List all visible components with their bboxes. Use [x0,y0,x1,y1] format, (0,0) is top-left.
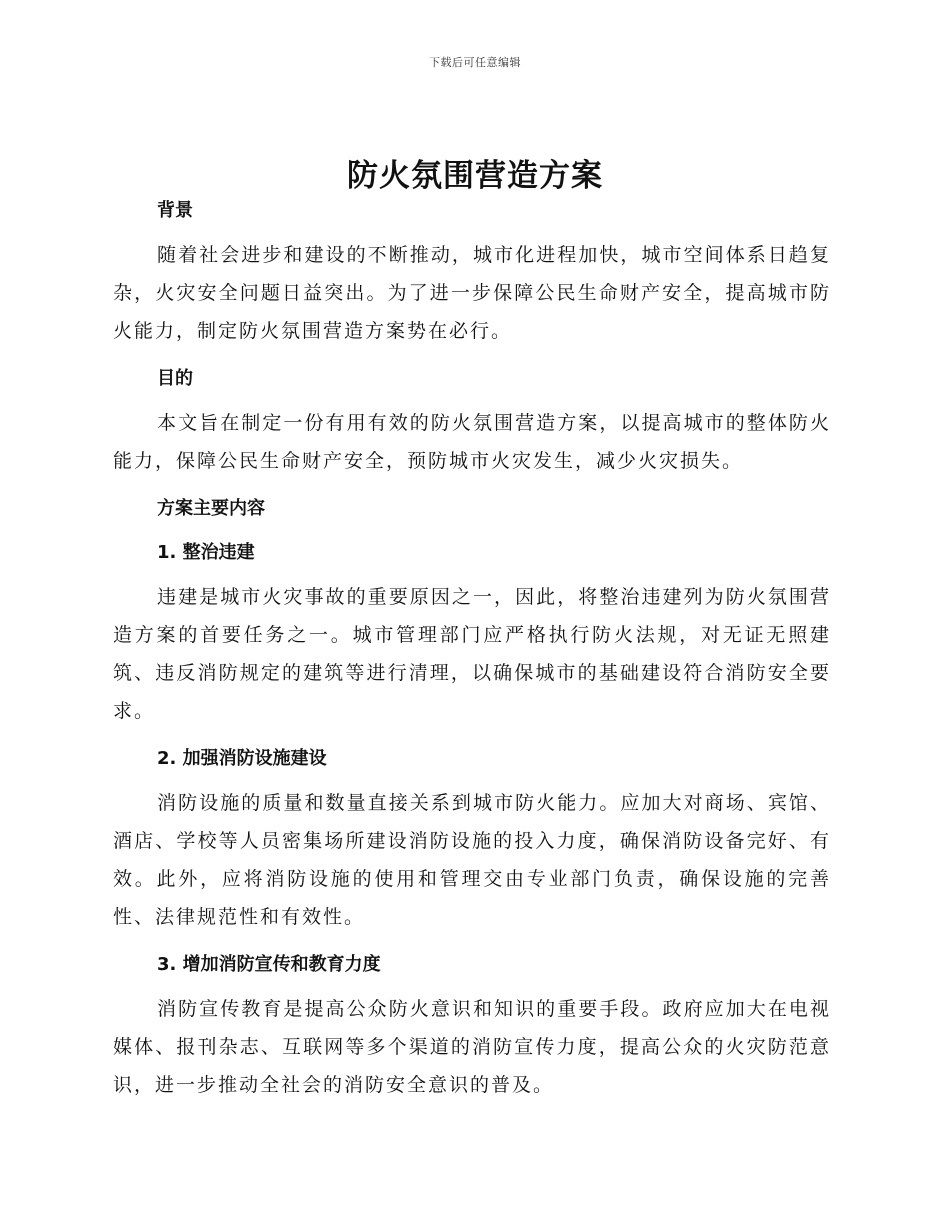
section-heading-background: 背景 [157,200,193,221]
section-paragraph-purpose: 本文旨在制定一份有用有效的防火氛围营造方案，以提高城市的整体防火能力，保障公民生命财产安全，预防城市火灾发生，减少火灾损失。 [113,412,831,472]
section-paragraph-rectify-illegal-buildings: 违建是城市火灾事故的重要原因之一，因此，将整治违建列为防火氛围营造方案的首要任务之一。城市管理部门应严格执行防火法规，对无证无照建筑、违反消防规定的建筑等进行清理，以确保城市的基础建设符合消防安全要求。 [113,586,831,722]
section-paragraph-fire-facilities: 消防设施的质量和数量直接关系到城市防火能力。应加大对商场、宾馆、酒店、学校等人员密集场所建设消防设施的投入力度，确保消防设备完好、有效。此外，应将消防设施的使用和管理交由专业部门负责，确保设施的完善性、法律规范性和有效性。 [113,792,831,928]
section-heading-fire-facilities: 2. 加强消防设施建设 [157,748,327,769]
section-heading-fire-education: 3. 增加消防宣传和教育力度 [157,954,381,975]
section-purpose [113,364,831,480]
section-heading-rectify-illegal-buildings: 1. 整治违建 [157,542,255,563]
section-rectify-illegal-buildings [113,538,831,730]
section-fire-education [113,950,831,1104]
section-fire-facilities [113,744,831,936]
section-paragraph-background: 随着社会进步和建设的不断推动，城市化进程加快，城市空间体系日趋复杂，火灾安全问题日益突出。为了进一步保障公民生命财产安全，提高城市防火能力，制定防火氛围营造方案势在必行。 [113,244,831,342]
section-background [113,196,831,350]
document-body [113,196,831,1104]
section-main-content [113,494,831,524]
document-title: 防火氛围营造方案 [347,158,603,194]
section-heading-purpose: 目的 [157,368,193,389]
section-paragraph-fire-education: 消防宣传教育是提高公众防火意识和知识的重要手段。政府应加大在电视媒体、报刊杂志、互联网等多个渠道的消防宣传力度，提高公众的火灾防范意识，进一步推动全社会的消防安全意识的普及。 [113,998,831,1096]
header-note: 下载后可任意编辑 [429,56,521,69]
section-heading-main-content: 方案主要内容 [157,498,265,519]
